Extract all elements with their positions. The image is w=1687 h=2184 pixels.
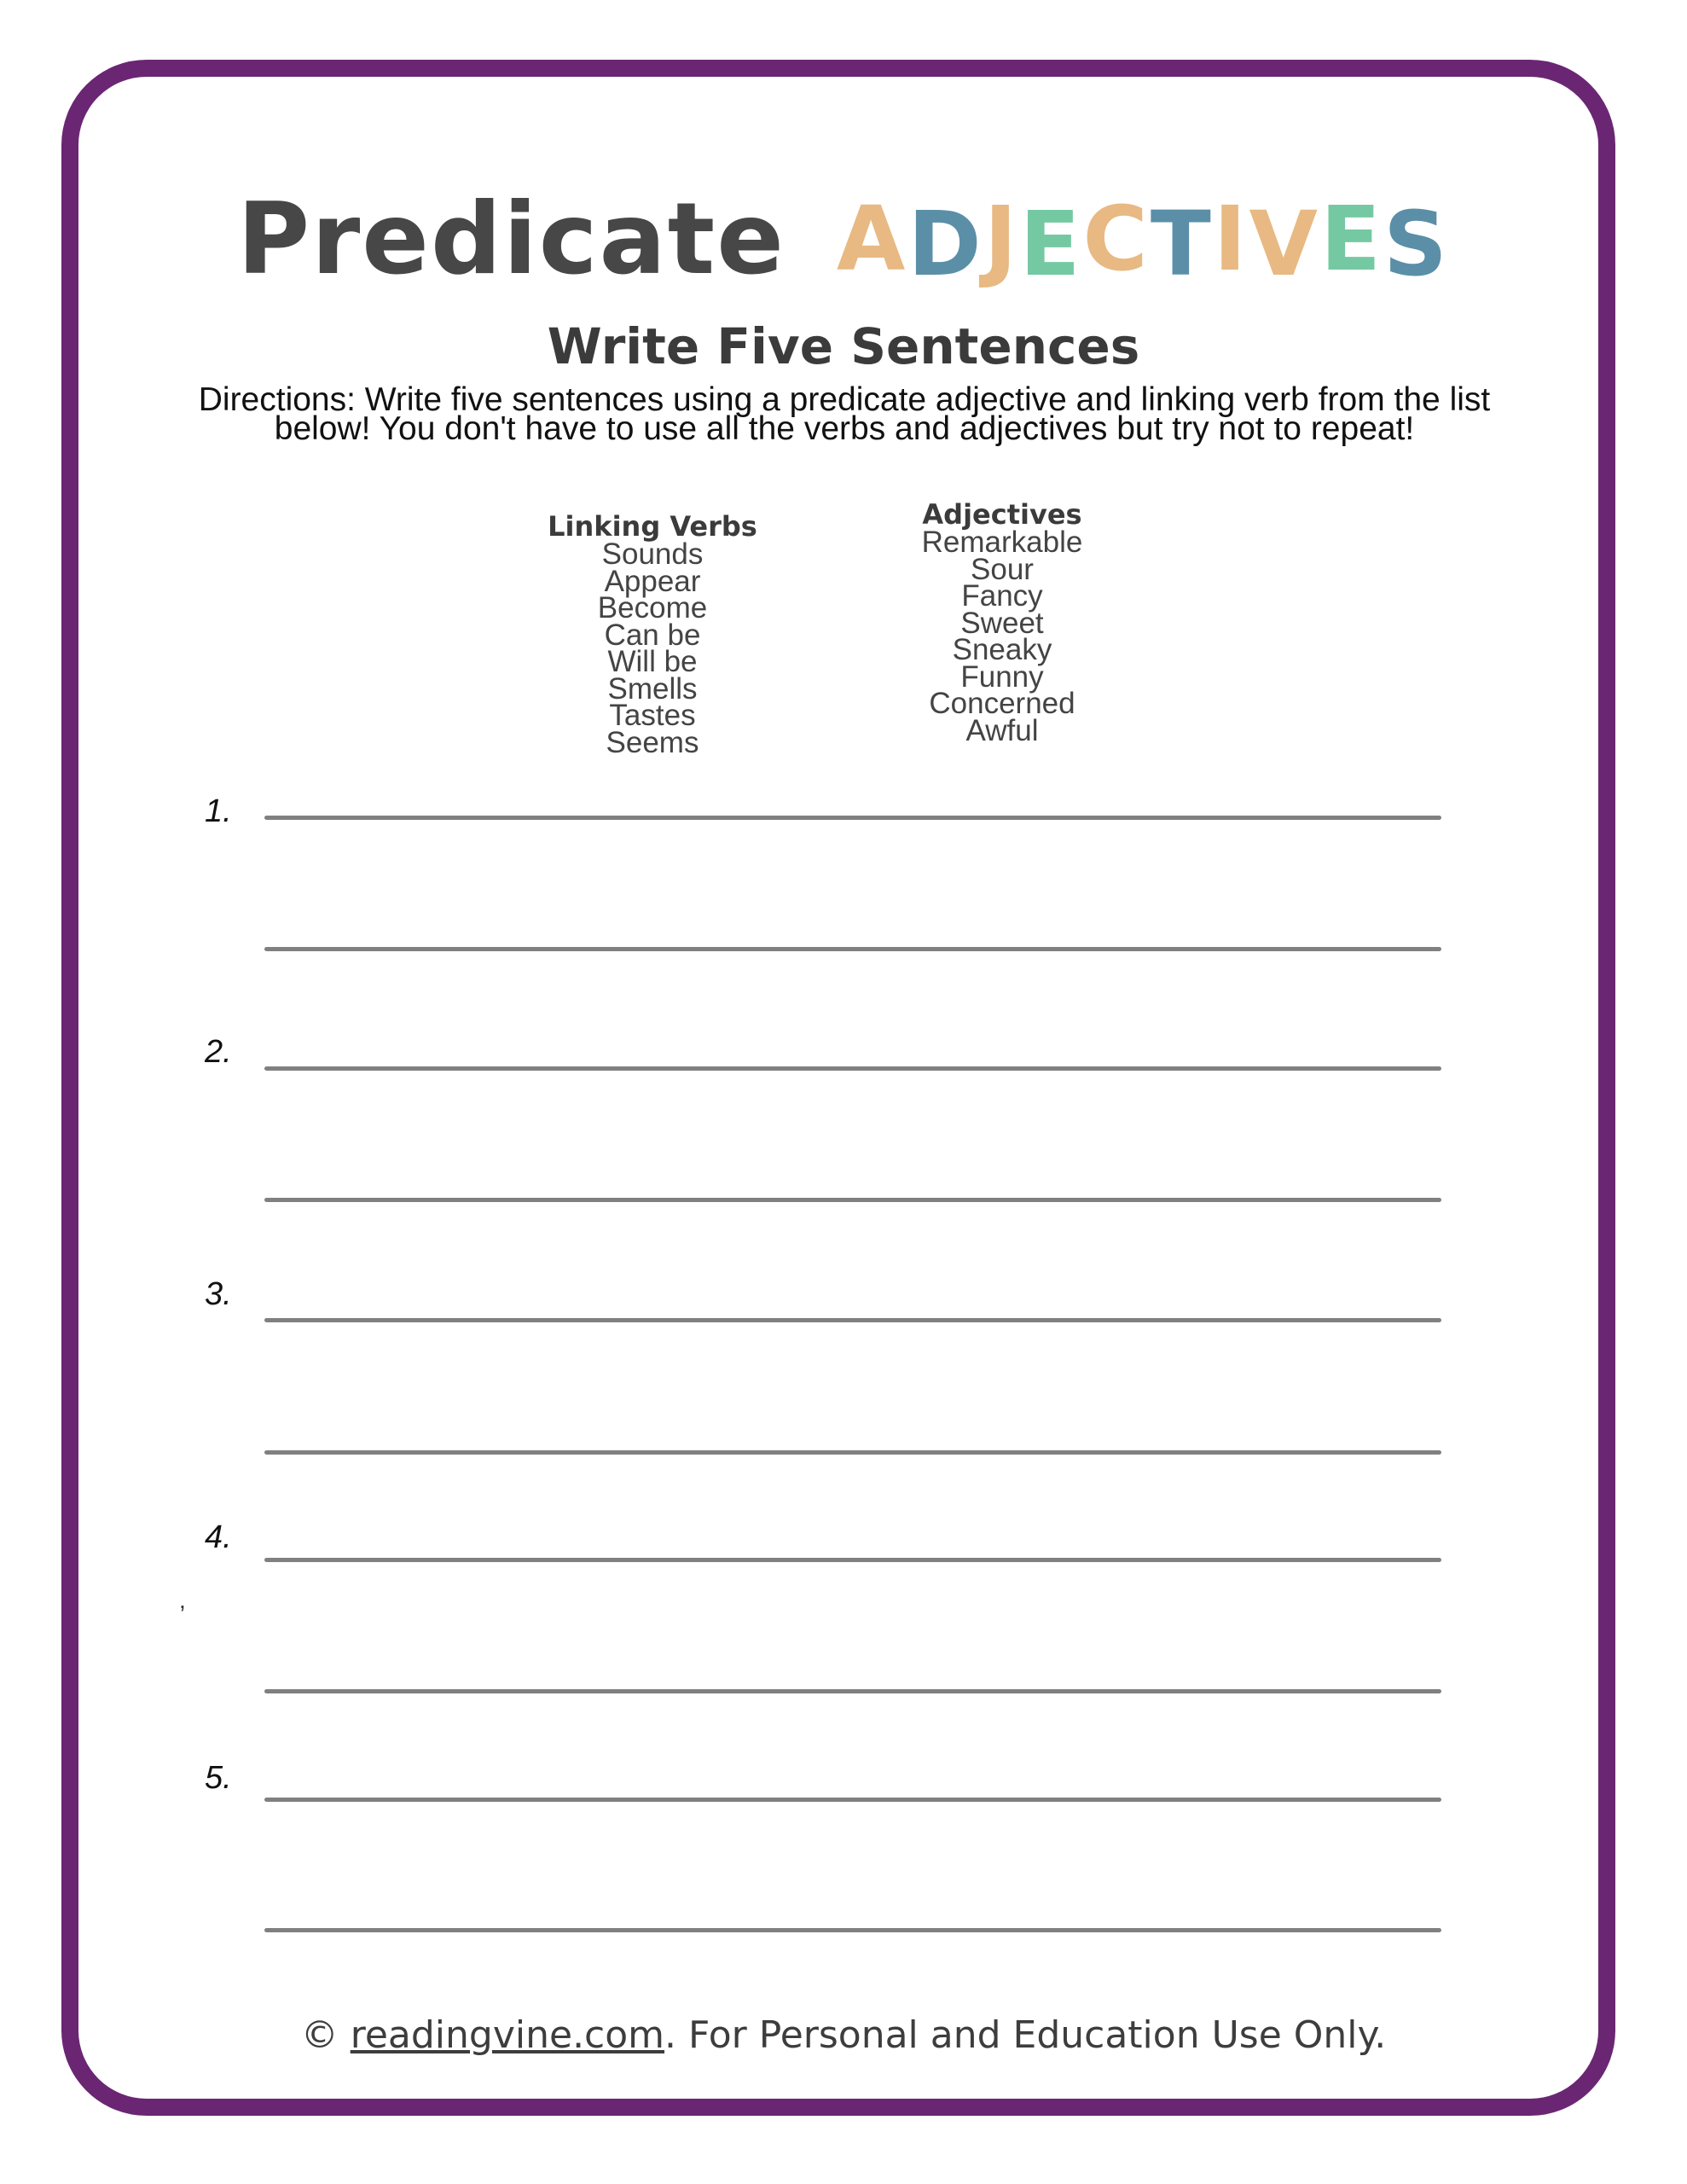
list-item: Will be	[607, 645, 698, 678]
list-item: Tastes	[609, 699, 696, 732]
adjectives-heading: Adjectives	[922, 498, 1082, 531]
sentence-number-4: 4.	[205, 1519, 232, 1555]
title-accent-letter: E	[1019, 192, 1083, 296]
list-item: Smells	[607, 671, 698, 706]
title-accent-letter: A	[836, 187, 908, 291]
linking-verbs-heading: Linking Verbs	[548, 510, 757, 543]
list-item: Seems	[606, 725, 699, 759]
list-item: Funny	[960, 659, 1044, 694]
title-accent-letter: C	[1082, 187, 1151, 291]
title-accent-letter: J	[983, 187, 1020, 291]
writing-line[interactable]	[264, 1558, 1441, 1562]
writing-line[interactable]	[264, 947, 1441, 951]
list-item: Remarkable	[921, 526, 1083, 559]
copyright-symbol: ©	[300, 2013, 339, 2057]
title	[0, 175, 1687, 303]
writing-line[interactable]	[264, 1689, 1441, 1693]
list-item: Sour	[971, 552, 1034, 586]
list-item: Sneaky	[952, 633, 1052, 666]
footer	[0, 2013, 1687, 2057]
sentence-number-5: 5.	[205, 1760, 232, 1796]
title-accent	[836, 187, 1450, 296]
writing-line[interactable]	[264, 1450, 1441, 1455]
list-item: Awful	[965, 713, 1039, 747]
sentence-number-1: 1.	[205, 793, 232, 829]
title-accent-letter: V	[1249, 192, 1320, 296]
title-accent-letter: T	[1150, 192, 1214, 296]
writing-line[interactable]	[264, 1198, 1441, 1202]
title-main: Predicate	[237, 181, 786, 297]
list-item: Concerned	[929, 687, 1075, 720]
linking-verbs-list	[512, 510, 793, 759]
writing-line[interactable]	[264, 1066, 1441, 1071]
list-item: Appear	[604, 564, 701, 598]
title-accent-letter: S	[1383, 192, 1450, 296]
title-accent-letter: D	[907, 192, 984, 296]
writing-line[interactable]	[264, 1318, 1441, 1322]
directions: Directions: Write five sentences using a predicate adjective and linking verb from the list below! You don't have to use all the verbs and adjectives but try not to repeat!	[198, 381, 1491, 447]
writing-line[interactable]	[264, 816, 1441, 820]
footer-text: . For Personal and Education Use Only.	[664, 2013, 1387, 2057]
list-item: Become	[597, 591, 708, 624]
subtitle: Write Five Sentences	[547, 317, 1140, 375]
title-accent-letter: I	[1213, 187, 1249, 291]
stray-mark: ,	[179, 1587, 186, 1613]
list-item: Sounds	[601, 537, 704, 571]
site-link[interactable]: readingvine.com	[350, 2013, 665, 2057]
list-item: Fancy	[961, 579, 1043, 613]
writing-line[interactable]	[264, 1798, 1441, 1802]
list-item: Can be	[604, 618, 701, 652]
title-accent-letter: E	[1319, 187, 1384, 291]
sentence-number-3: 3.	[205, 1276, 232, 1312]
sentence-number-2: 2.	[205, 1034, 232, 1070]
adjectives-list	[861, 498, 1143, 747]
writing-line[interactable]	[264, 1928, 1441, 1932]
list-item: Sweet	[960, 606, 1044, 640]
